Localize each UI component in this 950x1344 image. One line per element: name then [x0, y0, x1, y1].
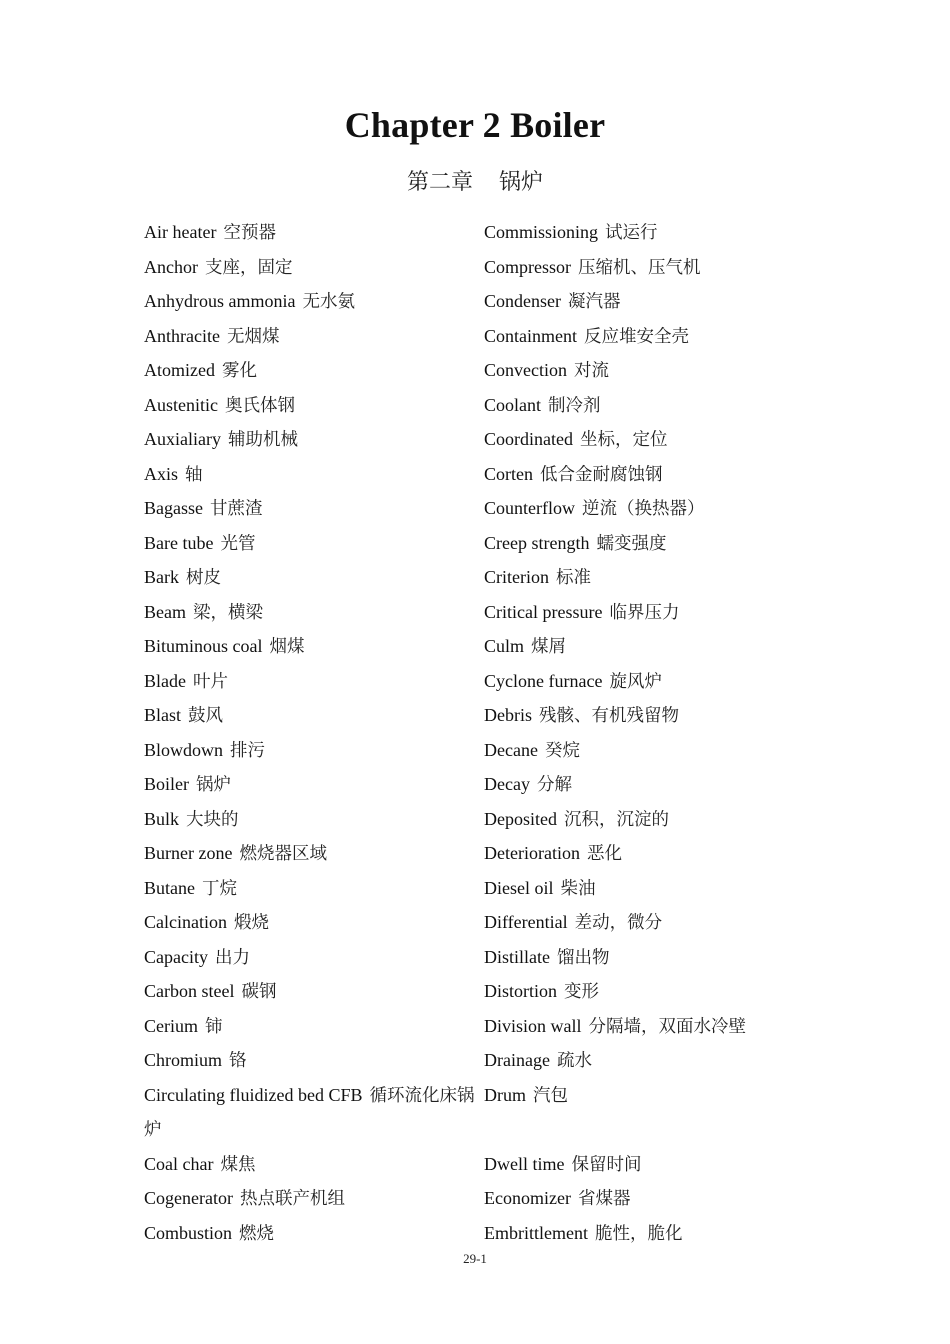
glossary-entry-right	[484, 596, 784, 631]
glossary-entry-left	[144, 734, 484, 769]
term-english: Economizer	[484, 1188, 571, 1208]
term-chinese: 癸烷	[544, 740, 580, 761]
term-english: Carbon steel	[144, 981, 235, 1001]
subtitle-chapter-name: 锅炉	[499, 170, 544, 195]
term-english: Condenser	[484, 291, 561, 311]
term-chinese: 梁，横梁	[193, 602, 263, 623]
glossary-entry-left	[144, 354, 484, 389]
term-chinese: 烟煤	[269, 637, 305, 657]
glossary-row	[144, 458, 784, 493]
glossary-entry-right	[484, 699, 784, 734]
term-english: Embrittlement	[484, 1222, 588, 1243]
term-english: Combustion	[144, 1222, 233, 1243]
term-chinese: 轴	[185, 464, 203, 485]
glossary-entry-right	[484, 320, 784, 355]
term-english: Bituminous coal	[144, 636, 263, 656]
term-chinese: 反应堆安全壳	[584, 326, 689, 347]
term-chinese: 鼓风	[188, 706, 224, 726]
term-chinese: 丁烷	[202, 878, 237, 899]
term-chinese: 制冷剂	[548, 395, 601, 416]
term-chinese: 雾化	[221, 361, 257, 381]
term-english: Calcination	[144, 912, 227, 932]
term-english: Decay	[484, 774, 530, 794]
term-english: Axis	[144, 463, 179, 484]
term-chinese: 省煤器	[577, 1189, 631, 1209]
glossary-row	[144, 630, 784, 665]
term-english: Differential	[484, 912, 568, 932]
term-english: Drainage	[484, 1050, 550, 1070]
glossary-entry-left	[144, 1217, 484, 1252]
glossary-entry-right	[484, 492, 784, 527]
term-chinese: 脆性，脆化	[594, 1223, 683, 1244]
term-english: Cerium	[144, 1015, 198, 1036]
glossary-entry-right	[484, 906, 784, 941]
glossary-row	[144, 1148, 784, 1183]
term-chinese: 压缩机、压气机	[578, 257, 701, 278]
glossary-row	[144, 527, 784, 562]
term-english: Air heater	[144, 222, 217, 242]
glossary-row	[144, 1182, 784, 1217]
term-chinese: 分解	[536, 775, 572, 795]
glossary-entry-left	[144, 216, 484, 251]
glossary-entry-left	[144, 768, 484, 803]
term-english: Anchor	[144, 256, 198, 277]
term-chinese: 煤屑	[531, 637, 567, 657]
glossary-entry-right	[484, 1044, 784, 1079]
glossary-entry-left	[144, 906, 484, 941]
glossary-row	[144, 906, 784, 941]
term-english: Distortion	[484, 981, 558, 1001]
glossary-row	[144, 837, 784, 872]
glossary-row	[144, 216, 784, 251]
glossary-row	[144, 699, 784, 734]
glossary-row	[144, 251, 784, 286]
term-english: Capacity	[144, 946, 208, 967]
term-english: Bark	[144, 567, 179, 587]
glossary-entry-left	[144, 1044, 484, 1079]
glossary-entry-right	[484, 389, 784, 424]
glossary-entry-right	[484, 1182, 784, 1217]
glossary-entry-right	[484, 872, 784, 907]
term-chinese: 铈	[205, 1016, 223, 1037]
term-chinese: 恶化	[586, 844, 622, 864]
glossary-entry-left	[144, 251, 484, 286]
glossary-entry-left	[144, 665, 484, 700]
glossary-entry-right	[484, 941, 784, 976]
term-chinese: 铬	[229, 1051, 247, 1071]
term-english: Cogenerator	[144, 1188, 233, 1208]
glossary-entry-right	[484, 630, 784, 665]
glossary-row	[144, 320, 784, 355]
term-english: Dwell time	[484, 1153, 565, 1174]
glossary-row	[144, 596, 784, 631]
term-english: Creep strength	[484, 532, 590, 553]
glossary-row	[144, 768, 784, 803]
glossary-entry-right	[484, 423, 784, 458]
glossary-row	[144, 492, 784, 527]
term-english: Butane	[144, 877, 195, 898]
glossary-entry-right	[484, 975, 784, 1010]
glossary-row	[144, 1010, 784, 1045]
page-number: 29-1	[463, 1251, 487, 1266]
term-chinese: 出力	[214, 947, 250, 968]
glossary-entry-left	[144, 389, 484, 424]
glossary-entry-left	[144, 975, 484, 1010]
term-english: Deposited	[484, 808, 557, 829]
term-chinese: 锅炉	[196, 775, 231, 795]
glossary-entry-left	[144, 1079, 484, 1148]
term-chinese: 热点联产机组	[239, 1189, 345, 1209]
term-chinese: 残骸、有机残留物	[539, 706, 679, 726]
term-english: Counterflow	[484, 498, 575, 518]
term-chinese: 疏水	[556, 1051, 592, 1071]
term-chinese: 凝汽器	[567, 292, 621, 312]
term-chinese: 低合金耐腐蚀钢	[540, 464, 663, 485]
glossary-entry-right	[484, 561, 784, 596]
glossary-entry-left	[144, 872, 484, 907]
term-english: Auxialiary	[144, 429, 221, 449]
term-english: Bagasse	[144, 498, 203, 518]
glossary-entry-left	[144, 423, 484, 458]
glossary-row	[144, 803, 784, 838]
glossary-row	[144, 561, 784, 596]
glossary-entry-right	[484, 216, 784, 251]
term-chinese: 叶片	[193, 671, 228, 692]
term-english: Chromium	[144, 1050, 223, 1070]
chapter-subtitle	[0, 166, 950, 200]
term-chinese: 大块的	[186, 809, 239, 830]
term-chinese: 变形	[564, 982, 600, 1002]
glossary-row	[144, 941, 784, 976]
glossary-entry-left	[144, 837, 484, 872]
term-english: Critical pressure	[484, 601, 603, 622]
term-chinese: 煅烧	[233, 913, 269, 933]
term-chinese: 临界压力	[609, 602, 680, 623]
term-english: Burner zone	[144, 843, 233, 863]
term-chinese: 支座，固定	[204, 257, 293, 278]
term-english: Debris	[484, 705, 532, 725]
glossary-entry-right	[484, 527, 784, 562]
term-chinese: 试运行	[605, 223, 658, 243]
term-english: Compressor	[484, 256, 571, 277]
term-english: Austenitic	[144, 394, 218, 415]
term-english: Anthracite	[144, 325, 220, 346]
term-english: Diesel oil	[484, 877, 554, 898]
term-english: Blade	[144, 670, 186, 691]
subtitle-chapter-number: 第二章	[406, 170, 473, 195]
glossary-entry-left	[144, 320, 484, 355]
term-english: Circulating fluidized bed CFB	[144, 1084, 363, 1105]
term-chinese: 蠕变强度	[596, 533, 667, 554]
term-chinese: 循环流化床锅炉	[144, 1085, 475, 1140]
glossary-entry-left	[144, 630, 484, 665]
glossary-entry-right	[484, 837, 784, 872]
term-english: Criterion	[484, 567, 549, 587]
glossary-row	[144, 1079, 784, 1148]
glossary-entry-left	[144, 1148, 484, 1183]
glossary-row	[144, 354, 784, 389]
term-chinese: 辅助机械	[227, 430, 298, 450]
glossary-entry-left	[144, 699, 484, 734]
term-english: Culm	[484, 636, 525, 656]
glossary-row	[144, 285, 784, 320]
glossary-entry-right	[484, 285, 784, 320]
glossary-entry-left	[144, 803, 484, 838]
term-chinese: 光管	[220, 533, 256, 554]
term-chinese: 煤焦	[220, 1154, 256, 1175]
glossary-row	[144, 1217, 784, 1252]
glossary-entry-left	[144, 285, 484, 320]
term-english: Coolant	[484, 394, 541, 415]
term-english: Division wall	[484, 1015, 582, 1036]
term-english: Beam	[144, 601, 186, 622]
glossary-row	[144, 872, 784, 907]
glossary-entry-right	[484, 1217, 784, 1252]
glossary-entry-right	[484, 251, 784, 286]
glossary-row	[144, 1044, 784, 1079]
term-chinese: 空预器	[223, 223, 276, 243]
term-english: Bare tube	[144, 532, 214, 553]
term-chinese: 馏出物	[557, 947, 610, 968]
term-english: Commissioning	[484, 222, 599, 242]
term-english: Bulk	[144, 808, 180, 829]
term-chinese: 旋风炉	[609, 671, 662, 692]
term-chinese: 差动，微分	[574, 913, 663, 933]
term-chinese: 对流	[574, 361, 609, 381]
glossary-entry-left	[144, 527, 484, 562]
term-chinese: 汽包	[533, 1085, 568, 1106]
term-chinese: 甘蔗渣	[209, 499, 263, 519]
glossary-entry-right	[484, 734, 784, 769]
glossary-entry-right	[484, 665, 784, 700]
glossary-entry-right	[484, 1010, 784, 1045]
term-chinese: 燃烧器区域	[239, 844, 327, 864]
glossary-row	[144, 734, 784, 769]
term-chinese: 燃烧	[239, 1223, 275, 1244]
term-english: Containment	[484, 325, 577, 346]
glossary-entry-right	[484, 354, 784, 389]
term-english: Coal char	[144, 1153, 214, 1174]
glossary-entry-left	[144, 596, 484, 631]
term-chinese: 无水氨	[302, 292, 355, 312]
term-chinese: 排污	[230, 740, 266, 761]
term-english: Blast	[144, 705, 182, 725]
glossary-row	[144, 423, 784, 458]
glossary-entry-right	[484, 768, 784, 803]
term-english: Drum	[484, 1084, 526, 1105]
term-english: Cyclone furnace	[484, 670, 603, 691]
term-english: Atomized	[144, 360, 215, 380]
term-english: Coordinated	[484, 429, 573, 449]
glossary-entry-left	[144, 1182, 484, 1217]
glossary-row	[144, 665, 784, 700]
term-english: Corten	[484, 463, 533, 484]
term-chinese: 树皮	[186, 568, 221, 588]
term-chinese: 坐标，定位	[579, 430, 668, 450]
glossary-entry-right	[484, 1148, 784, 1183]
term-chinese: 柴油	[560, 878, 596, 899]
term-chinese: 逆流（换热器）	[581, 499, 705, 519]
glossary-entry-left	[144, 458, 484, 493]
term-chinese: 沉积，沉淀的	[563, 809, 669, 830]
glossary-entry-left	[144, 941, 484, 976]
term-chinese: 无烟煤	[226, 326, 280, 347]
glossary-row	[144, 389, 784, 424]
term-english: Blowdown	[144, 739, 224, 760]
term-english: Boiler	[144, 774, 189, 794]
glossary-entry-left	[144, 1010, 484, 1045]
term-chinese: 分隔墙，双面水冷壁	[588, 1016, 746, 1037]
term-chinese: 保留时间	[571, 1154, 642, 1175]
term-chinese: 标准	[556, 568, 591, 588]
term-english: Decane	[484, 739, 538, 760]
term-chinese: 奥氏体钢	[225, 395, 295, 416]
term-english: Distillate	[484, 946, 550, 967]
term-english: Deterioration	[484, 843, 580, 863]
glossary-entry-right	[484, 803, 784, 838]
glossary-entry-left	[144, 492, 484, 527]
glossary-entry-left	[144, 561, 484, 596]
glossary-table	[144, 216, 784, 1251]
glossary-entry-right	[484, 458, 784, 493]
glossary-row	[144, 975, 784, 1010]
term-english: Anhydrous ammonia	[144, 291, 296, 311]
term-chinese: 碳钢	[241, 982, 277, 1002]
chapter-title: Chapter 2 Boiler	[344, 105, 606, 145]
glossary-entry-right	[484, 1079, 784, 1114]
term-english: Convection	[484, 360, 567, 380]
